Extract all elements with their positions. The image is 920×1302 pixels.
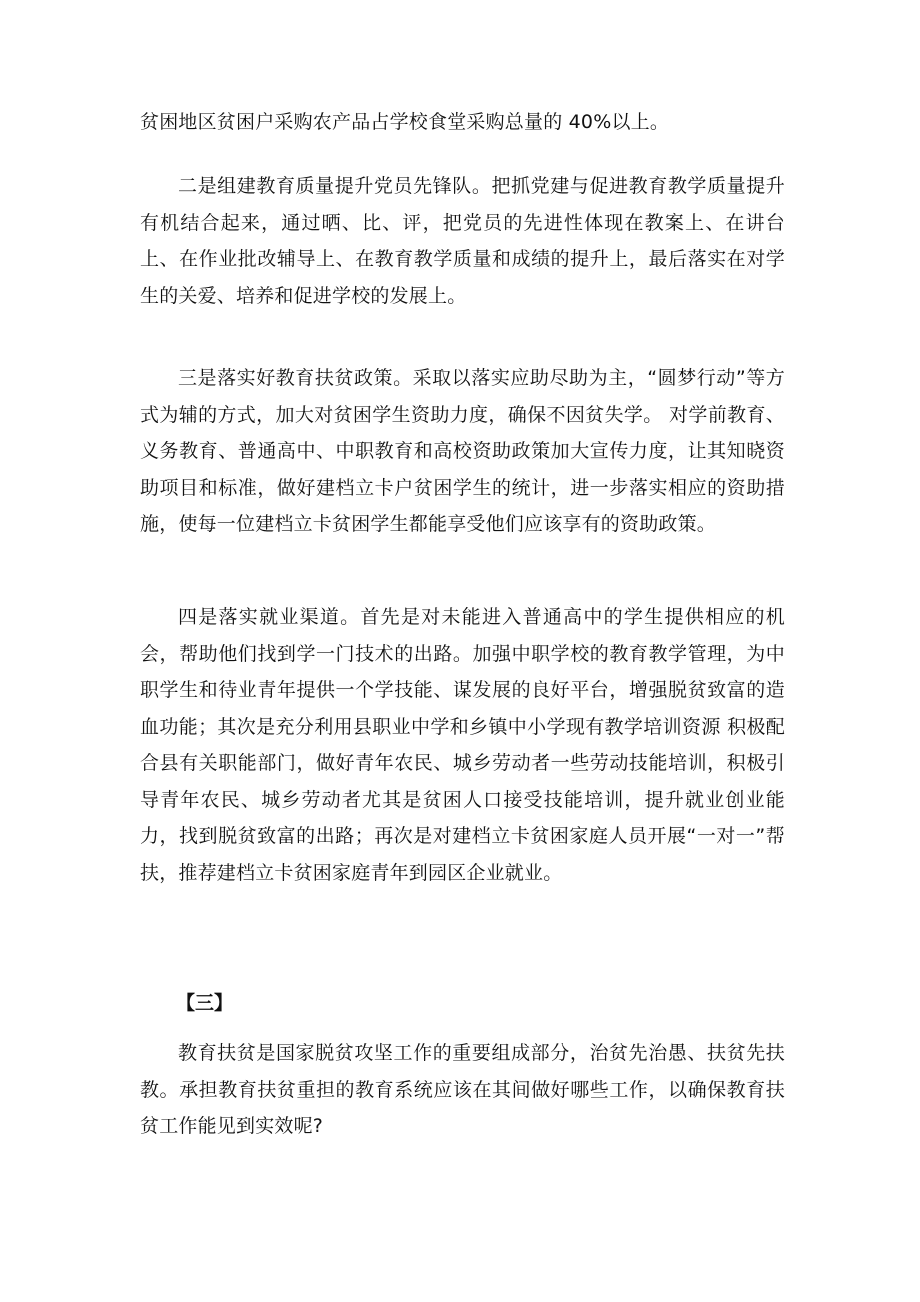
paragraph-procurement-continuation: 贫困地区贫困户采购农产品占学校食堂采购总量的 40%以上。 [140, 111, 670, 133]
paragraph-party-vanguard: 二是组建教育质量提升党员先锋队。把抓党建与促进教育教学质量提升有机结合起来，通过晒、比、评，把党员的先进性体现在教案上、在讲台上、在作业批改辅导上、在教育教学质量和成绩的提升上，最后落实在对学生的关爱、培养和促进学校的发展上。 [140, 175, 785, 307]
paragraph-closing-question: 教育扶贫是国家脱贫攻坚工作的重要组成部分，治贫先治愚、扶贫先扶教。承担教育扶贫重担的教育系统应该在其间做好哪些工作，以确保教育扶贫工作能见到实效呢? [140, 1042, 785, 1137]
paragraph-poverty-policy: 三是落实好教育扶贫政策。采取以落实应助尽助为主，“圆梦行动”等方式为辅的方式，加大对贫困学生资助力度，确保不因贫失学。 对学前教育、义务教育、普通高中、中职教育和高校资助政策加大宣传力度，让其知晓资助项目和标准，做好建档立卡户贫困学生的统计，进一步落实相应的资助措施，使每一位建档立卡贫困学生都能享受他们应该享有的资助政策。 [140, 367, 785, 535]
paragraph-employment-channels: 四是落实就业渠道。首先是对未能进入普通高中的学生提供相应的机会，帮助他们找到学一门技术的出路。加强中职学校的教育教学管理，为中职学生和待业青年提供一个学技能、谋发展的良好平台，增强脱贫致富的造血功能；其次是充分利用县职业中学和乡镇中小学现有教学培训资源 积极配合县有关职能部门，做好青年农民、城乡劳动者一些劳动技能培训，积极引导青年农民、城乡劳动者尤其是贫困人口接受技能培训，提升就业创业能力，找到脱贫致富的出路；再次是对建档立卡贫困家庭人员开展“一对一”帮扶，推荐建档立卡贫困家庭青年到园区企业就业。 [140, 606, 785, 884]
section-heading: 【三】 [176, 992, 234, 1014]
